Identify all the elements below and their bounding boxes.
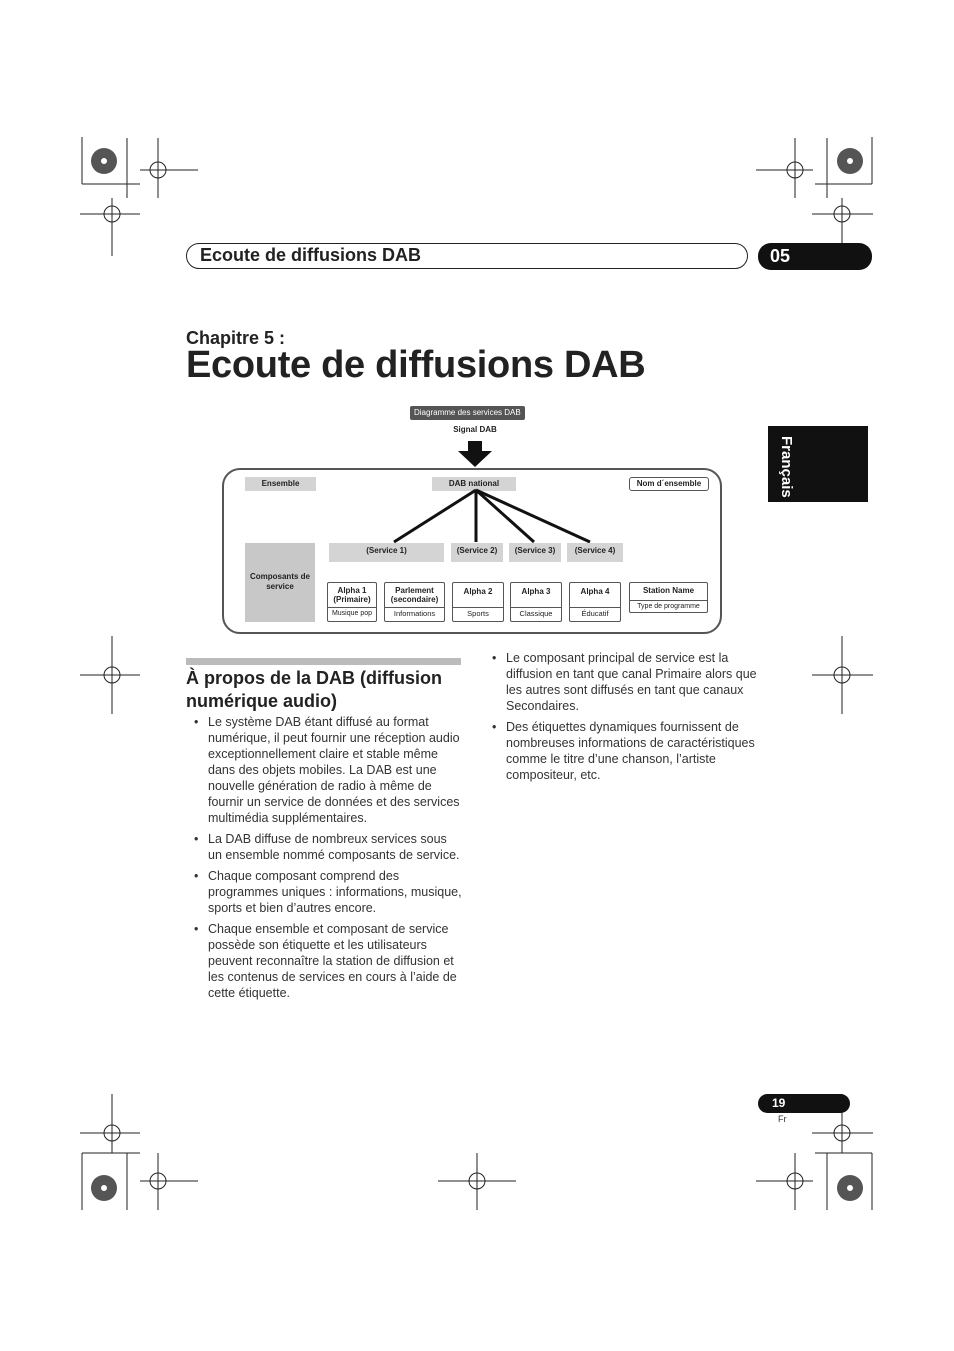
station-name: Alpha 2 — [463, 587, 493, 596]
station-box — [510, 582, 562, 622]
station-type: Classique — [511, 607, 561, 620]
page-language-code: Fr — [778, 1114, 787, 1124]
section-rule — [186, 658, 461, 665]
chapter-label: Chapitre 5 : — [186, 328, 286, 348]
ensemble-label: Ensemble — [245, 477, 316, 491]
language-tab — [768, 426, 868, 502]
ensemble-name-label: Nom d´ensemble — [629, 477, 709, 491]
list-item: • Des étiquettes dynamiques fournissent de nombreuses informations de caractéristiques comme le titre d’une chanson, l’artiste compositeur, etc. — [484, 719, 760, 783]
diagram-tag: Diagramme des services DAB — [410, 406, 525, 420]
station-type: Musique pop — [328, 607, 376, 620]
right-bullet-list — [484, 650, 760, 788]
station-box — [384, 582, 445, 622]
station-type: Éducatif — [570, 607, 620, 620]
national-label: DAB national — [432, 477, 516, 491]
language-tab-label: Français — [778, 436, 795, 498]
page-number: 19 — [758, 1094, 850, 1113]
station-name: Alpha 3 — [521, 587, 551, 596]
service-label-4: (Service 4) — [567, 543, 623, 562]
service-label-2: (Service 2) — [451, 543, 503, 562]
signal-arrow-icon — [458, 441, 492, 467]
chapter-title: Ecoute de diffusions DAB — [186, 344, 646, 386]
station-type: Type de programme — [630, 600, 707, 613]
list-item: • Chaque ensemble et composant de service possède son étiquette et les utilisateurs peuvent reconnaître la station de diffusion et les contenus de services en cours à l’aide de cette étiquette. — [186, 921, 462, 1001]
station-name: Alpha 4 — [580, 587, 610, 596]
list-item: • Chaque composant comprend des programmes uniques : informations, musique, sports et bien d’autres encore. — [186, 868, 462, 916]
service-label-3: (Service 3) — [509, 543, 561, 562]
station-name: Alpha 1 (Primaire) — [333, 586, 371, 604]
list-item: • La DAB diffuse de nombreux services sous un ensemble nommé composants de service. — [186, 831, 462, 863]
station-box — [452, 582, 504, 622]
service-components-label: Composants de service — [245, 543, 315, 622]
section-title: À propos de la DAB (diffusion numérique audio) — [186, 668, 442, 711]
station-box — [629, 582, 708, 613]
service-label-1: (Service 1) — [329, 543, 444, 562]
station-type: Informations — [385, 607, 444, 620]
left-bullet-list — [186, 714, 462, 1006]
station-name: Station Name — [642, 586, 695, 595]
header-title: Ecoute de diffusions DAB — [200, 245, 422, 265]
station-name: Parlement (secondaire) — [390, 586, 439, 604]
list-item: • Le système DAB étant diffusé au format numérique, il peut fournir une réception audio exceptionnellement claire et stable même dans des objets mobiles. La DAB est une nouvelle génération de radio à même de fournir un service de données et des services multimédia supplémentaires. — [186, 714, 462, 826]
station-box — [327, 582, 377, 622]
signal-label: Signal DAB — [453, 425, 497, 434]
chapter-number-badge: 05 — [758, 243, 872, 270]
station-box — [569, 582, 621, 622]
list-item: • Le composant principal de service est la diffusion en tant que canal Primaire alors que les autres sont diffusés en tant que canaux Secondaires. — [484, 650, 760, 714]
diagram-connector-lines — [380, 488, 620, 544]
station-type: Sports — [453, 607, 503, 620]
